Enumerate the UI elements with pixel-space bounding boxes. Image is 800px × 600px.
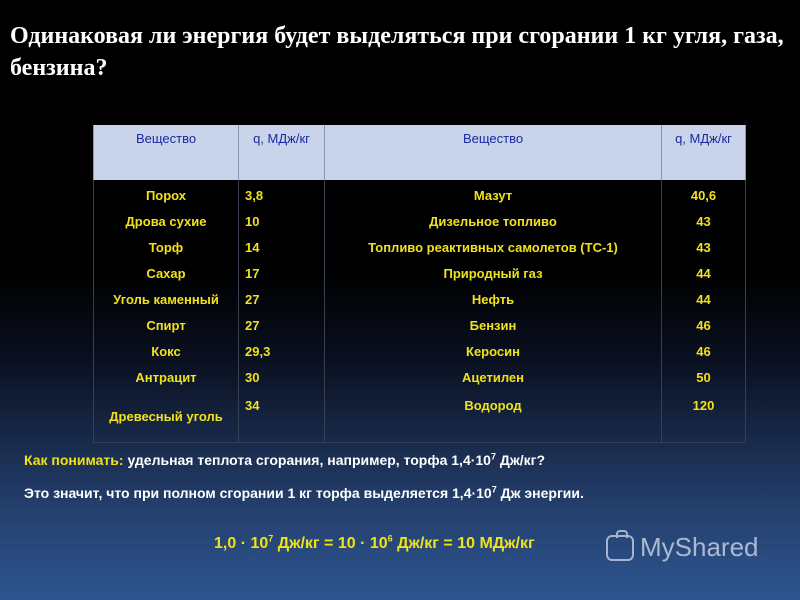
cell-q: 40,6 (662, 180, 746, 208)
cell-substance: Сахар (94, 260, 239, 286)
cell-q: 43 (662, 208, 746, 234)
cell-substance: Порох (94, 180, 239, 208)
cell-q: 120 (662, 390, 746, 443)
cell-substance: Ацетилен (325, 364, 662, 390)
cell-q: 46 (662, 338, 746, 364)
table-row (94, 390, 746, 443)
answer-exponent: 7 (491, 484, 497, 495)
cell-q: 34 (239, 390, 325, 443)
answer-line (24, 485, 584, 501)
cell-substance: Топливо реактивных самолетов (ТС-1) (325, 234, 662, 260)
header-substance-2: Вещество (325, 125, 662, 180)
formula-part-1: 1,0 · 10 (214, 535, 269, 552)
cell-q: 44 (662, 286, 746, 312)
header-substance-1: Вещество (94, 125, 239, 180)
table-row (94, 312, 746, 338)
cell-substance: Торф (94, 234, 239, 260)
cell-substance: Керосин (325, 338, 662, 364)
cell-q: 27 (239, 286, 325, 312)
answer-tail: Дж энергии. (496, 485, 584, 501)
cell-q: 44 (662, 260, 746, 286)
formula-exponent-1: 7 (268, 533, 274, 544)
cell-q: 43 (662, 234, 746, 260)
watermark-logo (606, 532, 759, 563)
cell-q: 50 (662, 364, 746, 390)
cell-q: 14 (239, 234, 325, 260)
cell-substance: Бензин (325, 312, 662, 338)
header-q-1: q, МДж/кг (239, 125, 325, 180)
answer-text: Это значит, что при полном сгорании 1 кг торфа выделяется 1,4·10 (24, 485, 492, 501)
watermark-text: MyShared (640, 532, 759, 562)
shopping-bag-icon (606, 535, 634, 561)
conversion-formula (214, 535, 535, 553)
table-row (94, 364, 746, 390)
cell-q: 27 (239, 312, 325, 338)
cell-q: 30 (239, 364, 325, 390)
cell-q: 10 (239, 208, 325, 234)
header-q-2: q, МДж/кг (662, 125, 746, 180)
cell-substance: Дизельное топливо (325, 208, 662, 234)
cell-substance: Водород (325, 390, 662, 443)
table-header-row (94, 125, 746, 180)
cell-substance: Кокс (94, 338, 239, 364)
question-line (24, 452, 545, 468)
cell-substance: Спирт (94, 312, 239, 338)
cell-q: 3,8 (239, 180, 325, 208)
cell-substance: Уголь каменный (94, 286, 239, 312)
table-row (94, 234, 746, 260)
cell-substance: Мазут (325, 180, 662, 208)
table-row (94, 338, 746, 364)
table-row (94, 260, 746, 286)
question-exponent: 7 (490, 451, 496, 462)
formula-part-3: Дж/кг = 10 МДж/кг (392, 535, 535, 552)
cell-substance: Природный газ (325, 260, 662, 286)
cell-q: 17 (239, 260, 325, 286)
cell-q: 46 (662, 312, 746, 338)
table-row (94, 208, 746, 234)
formula-exponent-2: 6 (387, 533, 393, 544)
cell-substance: Древесный уголь (94, 390, 239, 443)
table-row (94, 180, 746, 208)
cell-substance: Антрацит (94, 364, 239, 390)
table-row (94, 286, 746, 312)
question-text: удельная теплота сгорания, например, торфа 1,4·10 (123, 452, 491, 468)
combustion-heat-table (93, 125, 745, 443)
slide-title: Одинаковая ли энергия будет выделяться при сгорании 1 кг угля, газа, бензина? (10, 23, 784, 81)
formula-part-2: Дж/кг = 10 · 10 (273, 535, 388, 552)
question-lead: Как понимать: (24, 452, 124, 468)
cell-q: 29,3 (239, 338, 325, 364)
cell-substance: Нефть (325, 286, 662, 312)
question-tail: Дж/кг? (495, 452, 546, 468)
cell-substance: Дрова сухие (94, 208, 239, 234)
